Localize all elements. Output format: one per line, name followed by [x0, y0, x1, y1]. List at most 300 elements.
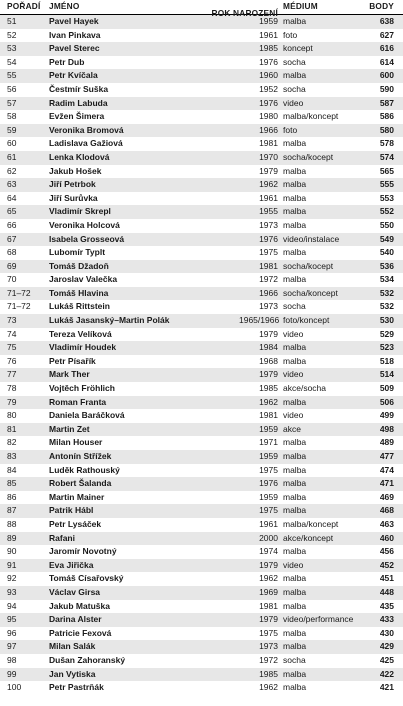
- header-points: BODY: [369, 1, 394, 12]
- cell-year: 1976: [259, 56, 278, 67]
- cell-points: 451: [379, 573, 394, 584]
- cell-points: 452: [379, 559, 394, 570]
- cell-medium: malba: [283, 586, 307, 597]
- cell-medium: malba: [283, 138, 307, 149]
- cell-rank: 65: [7, 206, 17, 217]
- cell-points: 532: [379, 301, 394, 312]
- table-header: [0, 0, 403, 18]
- cell-medium: socha: [283, 83, 306, 94]
- cell-rank: 82: [7, 437, 17, 448]
- cell-medium: socha: [283, 301, 306, 312]
- cell-rank: 55: [7, 70, 17, 81]
- cell-name: Lukáš Rittstein: [49, 301, 110, 312]
- cell-name: Jaromír Novotný: [49, 546, 117, 557]
- cell-name: Milan Houser: [49, 437, 103, 448]
- cell-year: 1974: [259, 546, 278, 557]
- table-row: [0, 178, 403, 192]
- cell-rank: 62: [7, 165, 17, 176]
- cell-medium: malba: [283, 573, 307, 584]
- cell-points: 590: [379, 83, 394, 94]
- cell-medium: malba: [283, 16, 307, 26]
- table-row: [0, 246, 403, 260]
- cell-medium: malba/koncept: [283, 111, 339, 122]
- cell-name: Vladimír Houdek: [49, 342, 117, 353]
- cell-points: 574: [379, 151, 394, 162]
- cell-name: Rafani: [49, 532, 75, 543]
- cell-year: 1979: [259, 165, 278, 176]
- cell-year: 1968: [259, 355, 278, 366]
- table-row: [0, 464, 403, 478]
- cell-year: 1972: [259, 274, 278, 285]
- cell-year: 1975: [259, 627, 278, 638]
- cell-year: 1962: [259, 573, 278, 584]
- table-row: [0, 681, 403, 695]
- cell-year: 1981: [259, 600, 278, 611]
- cell-points: 550: [379, 219, 394, 230]
- cell-points: 565: [379, 165, 394, 176]
- cell-medium: malba: [283, 546, 307, 557]
- cell-rank: 64: [7, 192, 17, 203]
- cell-points: 600: [379, 70, 394, 81]
- cell-medium: video: [283, 328, 304, 339]
- cell-rank: 59: [7, 124, 17, 135]
- cell-year: 1961: [259, 192, 278, 203]
- table-row: [0, 260, 403, 274]
- cell-rank: 97: [7, 641, 17, 652]
- cell-medium: socha/koncept: [283, 287, 338, 298]
- table-row: [0, 559, 403, 573]
- cell-medium: socha: [283, 654, 306, 665]
- cell-medium: malba: [283, 396, 307, 407]
- table-row: [0, 56, 403, 70]
- cell-points: 474: [379, 464, 394, 475]
- cell-name: Patricie Fexová: [49, 627, 112, 638]
- cell-rank: 67: [7, 233, 17, 244]
- cell-points: 471: [379, 478, 394, 489]
- cell-year: 1973: [259, 219, 278, 230]
- cell-name: Radim Labuda: [49, 97, 108, 108]
- cell-year: 1969: [259, 586, 278, 597]
- table-row: [0, 205, 403, 219]
- cell-medium: video/performance: [283, 614, 354, 625]
- cell-medium: malba: [283, 437, 307, 448]
- cell-medium: malba: [283, 70, 307, 81]
- cell-medium: malba: [283, 668, 307, 679]
- cell-points: 421: [379, 682, 394, 693]
- table-row: [0, 69, 403, 83]
- cell-rank: 54: [7, 56, 17, 67]
- cell-points: 498: [379, 423, 394, 434]
- table-row: [0, 640, 403, 654]
- table-row: [0, 300, 403, 314]
- cell-name: Jaroslav Valečka: [49, 274, 118, 285]
- cell-points: 469: [379, 491, 394, 502]
- cell-points: 422: [379, 668, 394, 679]
- cell-points: 532: [379, 287, 394, 298]
- table-row: [0, 613, 403, 627]
- cell-rank: 94: [7, 600, 17, 611]
- header-name: JMÉNO: [49, 1, 80, 12]
- cell-name: Tomáš Hlavina: [49, 287, 109, 298]
- header-medium: MÉDIUM: [283, 1, 318, 12]
- cell-points: 587: [379, 97, 394, 108]
- cell-medium: malba: [283, 505, 307, 516]
- cell-rank: 92: [7, 573, 17, 584]
- cell-medium: socha/kocept: [283, 151, 334, 162]
- table-row: [0, 15, 403, 29]
- cell-points: 429: [379, 641, 394, 652]
- cell-name: Darina Alster: [49, 614, 102, 625]
- cell-year: 1973: [259, 641, 278, 652]
- cell-points: 578: [379, 138, 394, 149]
- cell-medium: video: [283, 410, 304, 421]
- table-row: [0, 504, 403, 518]
- cell-name: Jakub Hošek: [49, 165, 102, 176]
- table-row: [0, 219, 403, 233]
- cell-year: 1952: [259, 83, 278, 94]
- table-row: [0, 491, 403, 505]
- cell-points: 555: [379, 179, 394, 190]
- cell-medium: malba: [283, 451, 307, 461]
- cell-medium: foto/koncept: [283, 315, 330, 326]
- cell-medium: video/instalace: [283, 233, 340, 244]
- table-row: [0, 654, 403, 668]
- cell-year: 1976: [259, 478, 278, 489]
- cell-name: Robert Šalanda: [49, 478, 112, 489]
- cell-name: Petr Písařík: [49, 355, 96, 366]
- cell-points: 540: [379, 247, 394, 258]
- cell-name: Jakub Matuška: [49, 600, 110, 611]
- table-row: [0, 233, 403, 247]
- cell-rank: 69: [7, 260, 17, 271]
- cell-year: 1985: [259, 668, 278, 679]
- cell-medium: foto: [283, 124, 298, 135]
- table-body: [0, 15, 403, 695]
- cell-points: 499: [379, 410, 394, 421]
- table-row: [0, 314, 403, 328]
- cell-year: 1961: [259, 29, 278, 40]
- cell-year: 1966: [259, 124, 278, 135]
- cell-year: 1981: [259, 260, 278, 271]
- cell-rank: 96: [7, 627, 17, 638]
- table-row: [0, 382, 403, 396]
- cell-medium: malba: [283, 274, 307, 285]
- cell-year: 1962: [259, 682, 278, 693]
- table-row: [0, 586, 403, 600]
- cell-rank: 100: [7, 682, 22, 693]
- cell-points: 506: [379, 396, 394, 407]
- header-year-label: ROK NAROZENÍ: [211, 8, 278, 18]
- cell-year: 1959: [259, 491, 278, 502]
- table-row: [0, 368, 403, 382]
- cell-rank: 89: [7, 532, 17, 543]
- cell-medium: malba: [283, 682, 307, 693]
- cell-rank: 73: [7, 315, 17, 326]
- cell-name: Vladimír Skrepl: [49, 206, 111, 217]
- table-row: [0, 477, 403, 491]
- cell-rank: 90: [7, 546, 17, 557]
- cell-points: 433: [379, 614, 394, 625]
- cell-rank: 75: [7, 342, 17, 353]
- cell-name: Čestmír Suška: [49, 83, 109, 94]
- cell-rank: 53: [7, 43, 17, 54]
- table-row: [0, 341, 403, 355]
- cell-name: Lenka Klodová: [49, 151, 110, 162]
- table-row: [0, 137, 403, 151]
- cell-medium: malba: [283, 478, 307, 489]
- cell-rank: 77: [7, 369, 17, 380]
- cell-rank: 76: [7, 355, 17, 366]
- table-row: [0, 518, 403, 532]
- cell-name: Pavel Hayek: [49, 16, 99, 26]
- table-row: [0, 273, 403, 287]
- cell-medium: malba: [283, 219, 307, 230]
- cell-points: 530: [379, 315, 394, 326]
- cell-year: 1975: [259, 464, 278, 475]
- cell-year: 1975: [259, 505, 278, 516]
- cell-name: Tomáš Císařovský: [49, 573, 124, 584]
- cell-name: Vojtěch Fröhlich: [49, 383, 115, 394]
- cell-year: 1955: [259, 206, 278, 217]
- cell-points: 580: [379, 124, 394, 135]
- cell-medium: malba: [283, 165, 307, 176]
- table-row: [0, 97, 403, 111]
- cell-points: 514: [379, 369, 394, 380]
- cell-year: 1965/1966: [239, 315, 280, 326]
- cell-rank: 57: [7, 97, 17, 108]
- table-row: [0, 436, 403, 450]
- cell-name: Ivan Pinkava: [49, 29, 101, 40]
- cell-medium: malba/koncept: [283, 518, 339, 529]
- cell-points: 614: [379, 56, 394, 67]
- table-row: [0, 287, 403, 301]
- cell-points: 529: [379, 328, 394, 339]
- cell-medium: akce/socha: [283, 383, 326, 394]
- cell-year: 1959: [259, 451, 278, 461]
- table-row: [0, 83, 403, 97]
- table-row: [0, 396, 403, 410]
- cell-name: Milan Salák: [49, 641, 96, 652]
- cell-year: 1979: [259, 369, 278, 380]
- cell-year: 1985: [259, 383, 278, 394]
- cell-name: Antonín Střížek: [49, 451, 112, 461]
- cell-name: Veronika Bromová: [49, 124, 124, 135]
- cell-points: 638: [379, 16, 394, 26]
- cell-rank: 74: [7, 328, 17, 339]
- cell-year: 1966: [259, 287, 278, 298]
- cell-points: 553: [379, 192, 394, 203]
- cell-medium: koncept: [283, 43, 313, 54]
- cell-medium: malba: [283, 491, 307, 502]
- cell-medium: malba: [283, 179, 307, 190]
- cell-name: Tomáš Džadoň: [49, 260, 109, 271]
- cell-name: Evžen Šimera: [49, 111, 105, 122]
- cell-year: 1962: [259, 396, 278, 407]
- cell-points: 549: [379, 233, 394, 244]
- cell-points: 477: [379, 451, 394, 461]
- cell-rank: 95: [7, 614, 17, 625]
- cell-name: Tereza Velíková: [49, 328, 112, 339]
- cell-name: Martin Mainer: [49, 491, 105, 502]
- cell-year: 1985: [259, 43, 278, 54]
- cell-name: Jiří Petrbok: [49, 179, 96, 190]
- cell-points: 586: [379, 111, 394, 122]
- cell-medium: malba: [283, 247, 307, 258]
- cell-rank: 71–72: [7, 301, 31, 312]
- cell-points: 627: [379, 29, 394, 40]
- cell-rank: 63: [7, 179, 17, 190]
- cell-rank: 60: [7, 138, 17, 149]
- cell-medium: malba: [283, 627, 307, 638]
- cell-medium: malba: [283, 641, 307, 652]
- cell-name: Petr Lysáček: [49, 518, 102, 529]
- cell-rank: 68: [7, 247, 17, 258]
- cell-year: 1984: [259, 342, 278, 353]
- cell-rank: 88: [7, 518, 17, 529]
- cell-rank: 66: [7, 219, 17, 230]
- cell-medium: socha: [283, 56, 306, 67]
- cell-rank: 85: [7, 478, 17, 489]
- cell-rank: 99: [7, 668, 17, 679]
- cell-medium: malba: [283, 355, 307, 366]
- cell-year: 1971: [259, 437, 278, 448]
- table-row: [0, 600, 403, 614]
- cell-year: 1972: [259, 654, 278, 665]
- cell-medium: socha/kocept: [283, 260, 334, 271]
- cell-name: Eva Jiřička: [49, 559, 94, 570]
- cell-rank: 93: [7, 586, 17, 597]
- cell-year: 1981: [259, 138, 278, 149]
- cell-name: Petr Dub: [49, 56, 85, 67]
- cell-points: 468: [379, 505, 394, 516]
- cell-name: Ladislava Gažiová: [49, 138, 123, 149]
- cell-year: 1976: [259, 233, 278, 244]
- cell-name: Petr Kvíčala: [49, 70, 98, 81]
- header-rank: POŘADÍ: [7, 1, 41, 12]
- table-row: [0, 409, 403, 423]
- cell-rank: 61: [7, 151, 17, 162]
- table-row: [0, 165, 403, 179]
- table-row: [0, 532, 403, 546]
- cell-name: Václav Girsa: [49, 586, 101, 597]
- cell-year: 1960: [259, 70, 278, 81]
- cell-points: 523: [379, 342, 394, 353]
- cell-medium: foto: [283, 29, 298, 40]
- cell-points: 425: [379, 654, 394, 665]
- table-row: [0, 29, 403, 43]
- table-row: [0, 151, 403, 165]
- cell-rank: 80: [7, 410, 17, 421]
- table-row: [0, 110, 403, 124]
- cell-year: 1970: [259, 151, 278, 162]
- table-row: [0, 668, 403, 682]
- table-row: [0, 545, 403, 559]
- cell-year: 1976: [259, 97, 278, 108]
- cell-year: 1959: [259, 16, 278, 26]
- cell-points: 463: [379, 518, 394, 529]
- table-row: [0, 124, 403, 138]
- cell-rank: 70: [7, 274, 17, 285]
- cell-name: Isabela Grosseová: [49, 233, 125, 244]
- cell-medium: malba: [283, 464, 307, 475]
- cell-rank: 51: [7, 16, 17, 26]
- cell-points: 489: [379, 437, 394, 448]
- cell-rank: 83: [7, 451, 17, 461]
- cell-name: Pavel Sterec: [49, 43, 100, 54]
- cell-year: 1981: [259, 410, 278, 421]
- cell-medium: akce: [283, 423, 301, 434]
- cell-year: 1979: [259, 614, 278, 625]
- cell-rank: 52: [7, 29, 17, 40]
- cell-name: Veronika Holcová: [49, 219, 120, 230]
- cell-year: 1959: [259, 423, 278, 434]
- cell-rank: 86: [7, 491, 17, 502]
- cell-name: Roman Franta: [49, 396, 107, 407]
- cell-medium: akce/koncept: [283, 532, 334, 543]
- table-row: [0, 192, 403, 206]
- cell-name: Jiří Surůvka: [49, 192, 98, 203]
- cell-year: 2000: [259, 532, 278, 543]
- cell-rank: 58: [7, 111, 17, 122]
- table-row: [0, 328, 403, 342]
- cell-points: 460: [379, 532, 394, 543]
- cell-year: 1961: [259, 518, 278, 529]
- cell-year: 1962: [259, 179, 278, 190]
- cell-rank: 81: [7, 423, 17, 434]
- cell-points: 509: [379, 383, 394, 394]
- cell-medium: video: [283, 97, 304, 108]
- cell-points: 448: [379, 586, 394, 597]
- cell-points: 534: [379, 274, 394, 285]
- cell-points: 552: [379, 206, 394, 217]
- cell-year: 1973: [259, 301, 278, 312]
- cell-rank: 98: [7, 654, 17, 665]
- cell-medium: malba: [283, 192, 307, 203]
- table-row: [0, 42, 403, 56]
- cell-name: Mark Ther: [49, 369, 90, 380]
- cell-points: 435: [379, 600, 394, 611]
- cell-points: 616: [379, 43, 394, 54]
- cell-points: 456: [379, 546, 394, 557]
- table-row: [0, 450, 403, 464]
- table-row: [0, 355, 403, 369]
- cell-rank: 78: [7, 383, 17, 394]
- cell-rank: 91: [7, 559, 17, 570]
- cell-year: 1979: [259, 559, 278, 570]
- cell-name: Lubomír Typlt: [49, 247, 106, 258]
- cell-medium: malba: [283, 342, 307, 353]
- cell-year: 1975: [259, 247, 278, 258]
- cell-name: Petr Pastrňák: [49, 682, 104, 693]
- cell-medium: malba: [283, 600, 307, 611]
- cell-rank: 84: [7, 464, 17, 475]
- cell-year: 1979: [259, 328, 278, 339]
- cell-medium: video: [283, 559, 304, 570]
- cell-name: Dušan Zahoranský: [49, 654, 126, 665]
- cell-name: Patrik Hábl: [49, 505, 94, 516]
- cell-medium: video: [283, 369, 304, 380]
- cell-points: 430: [379, 627, 394, 638]
- cell-points: 536: [379, 260, 394, 271]
- cell-year: 1980: [259, 111, 278, 122]
- cell-name: Daniela Baráčková: [49, 410, 125, 421]
- cell-rank: 87: [7, 505, 17, 516]
- table-row: [0, 423, 403, 437]
- cell-rank: 56: [7, 83, 17, 94]
- cell-rank: 71–72: [7, 287, 31, 298]
- cell-medium: malba: [283, 206, 307, 217]
- cell-name: Jan Vytiska: [49, 668, 96, 679]
